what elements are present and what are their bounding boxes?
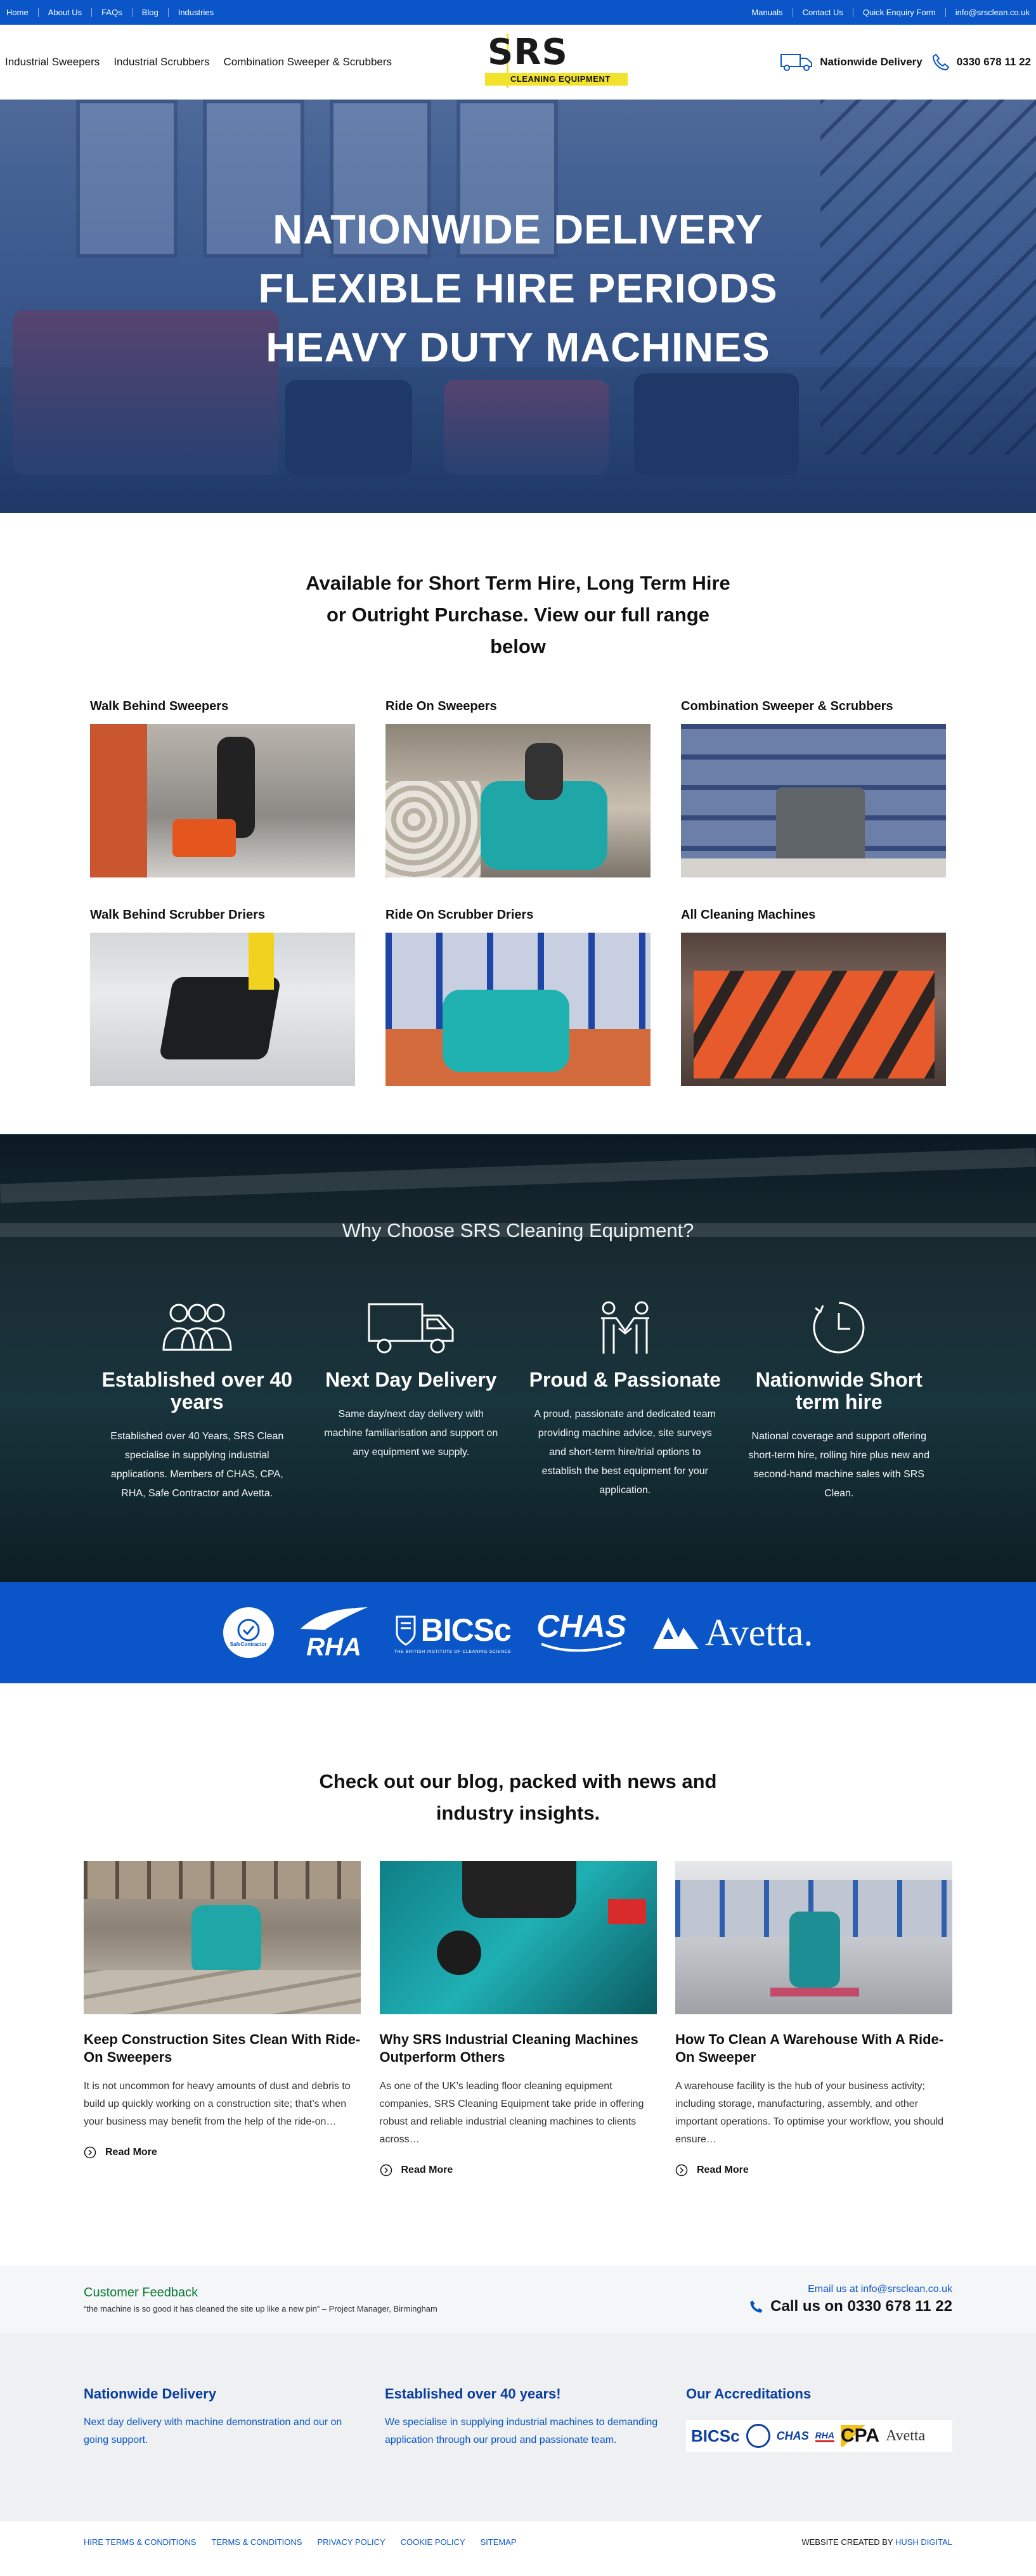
feature-text: Same day/next day delivery with machine familiarisation and support on any equipment we supply.	[324, 1409, 498, 1458]
category-card[interactable]	[385, 699, 651, 877]
badge-rha: RHA	[815, 2430, 834, 2442]
hero-slider[interactable]	[0, 100, 1036, 513]
divider	[38, 8, 39, 17]
divider	[168, 8, 169, 17]
blog-post-image[interactable]	[84, 1861, 361, 2014]
footer-established	[385, 2386, 664, 2521]
link-terms[interactable]: TERMS & CONDITIONS	[211, 2537, 302, 2547]
category-grid	[90, 699, 946, 1086]
arrow-circle-icon	[380, 2164, 392, 2177]
read-more-link[interactable]	[380, 2164, 657, 2177]
chas-text: CHAS	[536, 1608, 626, 1644]
top-link-enquiry[interactable]: Quick Enquiry Form	[862, 8, 936, 17]
feedback-contact	[749, 2284, 952, 2315]
footer-accreditations	[686, 2386, 952, 2521]
blog-post-excerpt: It is not uncommon for heavy amounts of dust and debris to build up quickly working on a construction site; that’s when your business may benefit from the help of the ride-on…	[84, 2081, 351, 2127]
link-hire-terms[interactable]: HIRE TERMS & CONDITIONS	[84, 2537, 197, 2547]
feature	[518, 1299, 732, 1503]
read-more-label: Read More	[697, 2165, 749, 2175]
site-credit	[801, 2537, 952, 2547]
badge-cpa: CPA	[840, 2425, 880, 2446]
safecontractor-logo	[223, 1607, 274, 1658]
blog-post-excerpt: As one of the UK’s leading floor cleaning equipment companies, SRS Cleaning Equipment take pride in offering robust and reliable industrial cleaning machines to clients across…	[379, 2081, 644, 2145]
blog-post-image[interactable]	[675, 1861, 952, 2014]
divider	[132, 8, 133, 17]
phone-icon	[931, 53, 950, 72]
hero-line: FLEXIBLE HIRE PERIODS	[258, 265, 778, 311]
avetta-logo	[652, 1611, 813, 1655]
nav-industrial-sweepers[interactable]: Industrial Sweepers	[5, 56, 100, 68]
feature-text: Established over 40 Years, SRS Clean specialise in supplying industrial applications. Members of CHAS, CPA, RHA, Safe Contractor and Avetta.	[110, 1431, 284, 1499]
link-sitemap[interactable]: SITEMAP	[480, 2537, 517, 2547]
ride-on-sweeper-photo	[385, 724, 651, 877]
site-header	[0, 25, 1036, 100]
footer-heading: Established over 40 years!	[385, 2386, 561, 2402]
category-card[interactable]	[90, 699, 355, 877]
feature	[90, 1299, 304, 1503]
link-cookie[interactable]: COOKIE POLICY	[400, 2537, 465, 2547]
footer-heading: Our Accreditations	[686, 2386, 812, 2402]
rha-text: RHA	[306, 1633, 361, 1661]
feedback-email-link[interactable]: Email us at info@srsclean.co.uk	[808, 2284, 952, 2294]
why-heading: Why Choose SRS Cleaning Equipment?	[342, 1219, 694, 1241]
blog-post	[675, 1861, 952, 2177]
truck-icon	[780, 53, 813, 72]
credit-link[interactable]: HUSH DIGITAL	[895, 2537, 952, 2547]
people-icon	[156, 1299, 238, 1356]
feature-text: A proud, passionate and dedicated team providing machine advice, site surveys and short-term hire/trial options to establish the best equipment for your application.	[534, 1409, 716, 1496]
header-contact	[780, 53, 1031, 72]
blog-post-excerpt: A warehouse facility is the hub of your business activity; including storage, manufacturing, assembly, and other important operations. To optimise your workflow, you should ensure…	[675, 2081, 944, 2145]
hero-headline	[0, 200, 1036, 377]
nav-combination[interactable]: Combination Sweeper & Scrubbers	[223, 56, 392, 68]
footer-heading: Nationwide Delivery	[84, 2386, 217, 2402]
features-row	[90, 1299, 946, 1503]
range-intro: Available for Short Term Hire, Long Term Hire or Outright Purchase. View our full range below	[306, 572, 730, 657]
all-machines-photo	[681, 933, 946, 1086]
feature	[304, 1299, 519, 1503]
category-title: Combination Sweeper & Scrubbers	[681, 699, 893, 713]
rha-logo	[299, 1606, 369, 1659]
category-title: Ride On Scrubber Driers	[385, 908, 534, 922]
category-title: All Cleaning Machines	[681, 908, 816, 922]
badge-avetta: Avetta	[886, 2427, 926, 2444]
arrow-circle-icon	[675, 2164, 688, 2177]
feature-title: Nationwide Short term hire	[755, 1368, 923, 1413]
feature-title: Established over 40 years	[101, 1368, 293, 1413]
divider	[91, 8, 92, 17]
link-privacy[interactable]: PRIVACY POLICY	[317, 2537, 385, 2547]
combination-machine-photo	[681, 724, 946, 877]
blog-post-title[interactable]: Why SRS Industrial Cleaning Machines Outperform Others	[379, 2031, 638, 2065]
logo-subtitle: CLEANING EQUIPMENT	[485, 73, 628, 86]
read-more-label: Read More	[105, 2147, 157, 2158]
top-bar	[0, 0, 1036, 25]
phone-icon	[749, 2299, 764, 2314]
read-more-link[interactable]	[675, 2164, 952, 2177]
category-title: Ride On Sweepers	[385, 699, 497, 713]
blog-heading: Check out our blog, packed with news and industry insights.	[319, 1770, 717, 1824]
hero-line: NATIONWIDE DELIVERY	[273, 206, 763, 252]
feature-text: National coverage and support offering short-term hire, rolling hire plus new and second-hand machine sales with SRS Clean.	[748, 1431, 929, 1499]
clock-icon	[810, 1299, 867, 1356]
credit-label: WEBSITE CREATED BY	[801, 2537, 893, 2547]
truck-icon	[366, 1299, 455, 1356]
badge-chas: CHAS	[776, 2429, 809, 2442]
top-link-industries[interactable]: Industries	[178, 8, 214, 17]
top-links-left	[6, 8, 214, 17]
footer-delivery	[84, 2386, 363, 2521]
top-link-email[interactable]: info@srsclean.co.uk	[955, 8, 1030, 17]
blog-post-image[interactable]	[380, 1861, 657, 2014]
rha-bird-mark	[299, 1606, 369, 1631]
feedback-call-link[interactable]	[749, 2298, 952, 2315]
footer-text: We specialise in supplying industrial machines to demanding application through our proud and passionate team.	[385, 2417, 658, 2445]
bicsc-subtitle: THE BRITISH INSTITUTE OF CLEANING SCIENCE	[394, 1649, 512, 1654]
blog-post-title[interactable]: Keep Construction Sites Clean With Ride-On Sweepers	[84, 2031, 361, 2065]
logo-text: SRS	[488, 32, 568, 73]
light-band	[0, 1148, 1036, 1203]
legal-links	[84, 2537, 517, 2547]
feedback-call-text: Call us on 0330 678 11 22	[770, 2298, 952, 2315]
ride-on-scrubber-photo	[385, 933, 651, 1086]
feedback-quote: “the machine is so good it has cleaned the site up like a new pin” – Project Manager, Birmingham	[84, 2304, 437, 2314]
hero-line: HEAVY DUTY MACHINES	[266, 324, 770, 370]
badge-bicsc: BICSc	[691, 2426, 740, 2445]
top-link-faqs[interactable]: FAQs	[101, 8, 122, 17]
phone-number: 0330 678 11 22	[956, 56, 1031, 68]
category-title: Walk Behind Scrubber Driers	[90, 908, 265, 922]
safecontractor-mark	[236, 1619, 261, 1641]
header-phone[interactable]	[931, 53, 1031, 72]
category-card[interactable]	[90, 908, 355, 1086]
feedback-quote-block	[84, 2286, 437, 2314]
blog-post-title[interactable]: How To Clean A Warehouse With A Ride-On Sweeper	[675, 2031, 944, 2065]
customer-feedback	[0, 2265, 1036, 2334]
chas-swoosh	[540, 1641, 623, 1652]
top-link-blog[interactable]: Blog	[141, 8, 159, 17]
top-link-contact[interactable]: Contact Us	[802, 8, 843, 17]
safecontractor-text: SafeContractor	[230, 1641, 267, 1647]
handshake-icon	[593, 1299, 657, 1356]
read-more-link[interactable]	[84, 2146, 361, 2159]
arrow-circle-icon	[84, 2146, 96, 2159]
top-link-about[interactable]: About Us	[48, 8, 82, 17]
feature	[732, 1299, 947, 1503]
top-links-right	[751, 8, 1030, 17]
accreditation-badges	[686, 2420, 952, 2452]
blog-post	[84, 1861, 361, 2177]
delivery-info	[780, 53, 923, 72]
blog-posts	[84, 1861, 952, 2177]
accreditation-band	[0, 1582, 1036, 1683]
site-footer	[0, 2334, 1036, 2521]
bicsc-crest-icon	[394, 1614, 417, 1646]
walk-behind-scrubber-photo	[90, 933, 355, 1086]
delivery-label: Nationwide Delivery	[820, 56, 923, 68]
walk-behind-sweeper-photo	[90, 724, 355, 877]
avetta-text: Avetta.	[704, 1611, 813, 1654]
nav-industrial-scrubbers[interactable]: Industrial Scrubbers	[113, 56, 210, 68]
read-more-label: Read More	[401, 2165, 453, 2175]
feature-title: Proud & Passionate	[529, 1368, 721, 1391]
top-link-home[interactable]: Home	[6, 8, 29, 17]
category-card[interactable]	[681, 699, 946, 877]
feedback-title: Customer Feedback	[84, 2286, 198, 2300]
bicsc-logo	[394, 1612, 512, 1654]
why-choose-section	[0, 1134, 1036, 1582]
bottom-bar	[0, 2521, 1036, 2563]
chas-logo	[536, 1608, 626, 1655]
divider	[945, 8, 946, 17]
site-logo[interactable]	[485, 34, 628, 88]
category-card[interactable]	[681, 908, 946, 1086]
top-link-manuals[interactable]: Manuals	[751, 8, 783, 17]
avetta-mountain-icon	[652, 1615, 700, 1650]
blog-post	[380, 1861, 657, 2177]
feature-title: Next Day Delivery	[325, 1368, 497, 1391]
category-title: Walk Behind Sweepers	[90, 699, 229, 713]
safecontractor-badge-icon	[746, 2424, 770, 2448]
main-nav	[5, 56, 392, 68]
bicsc-text: BICSc	[420, 1612, 511, 1648]
footer-text: Next day delivery with machine demonstration and our on going support.	[84, 2417, 342, 2445]
category-card[interactable]	[385, 908, 651, 1086]
